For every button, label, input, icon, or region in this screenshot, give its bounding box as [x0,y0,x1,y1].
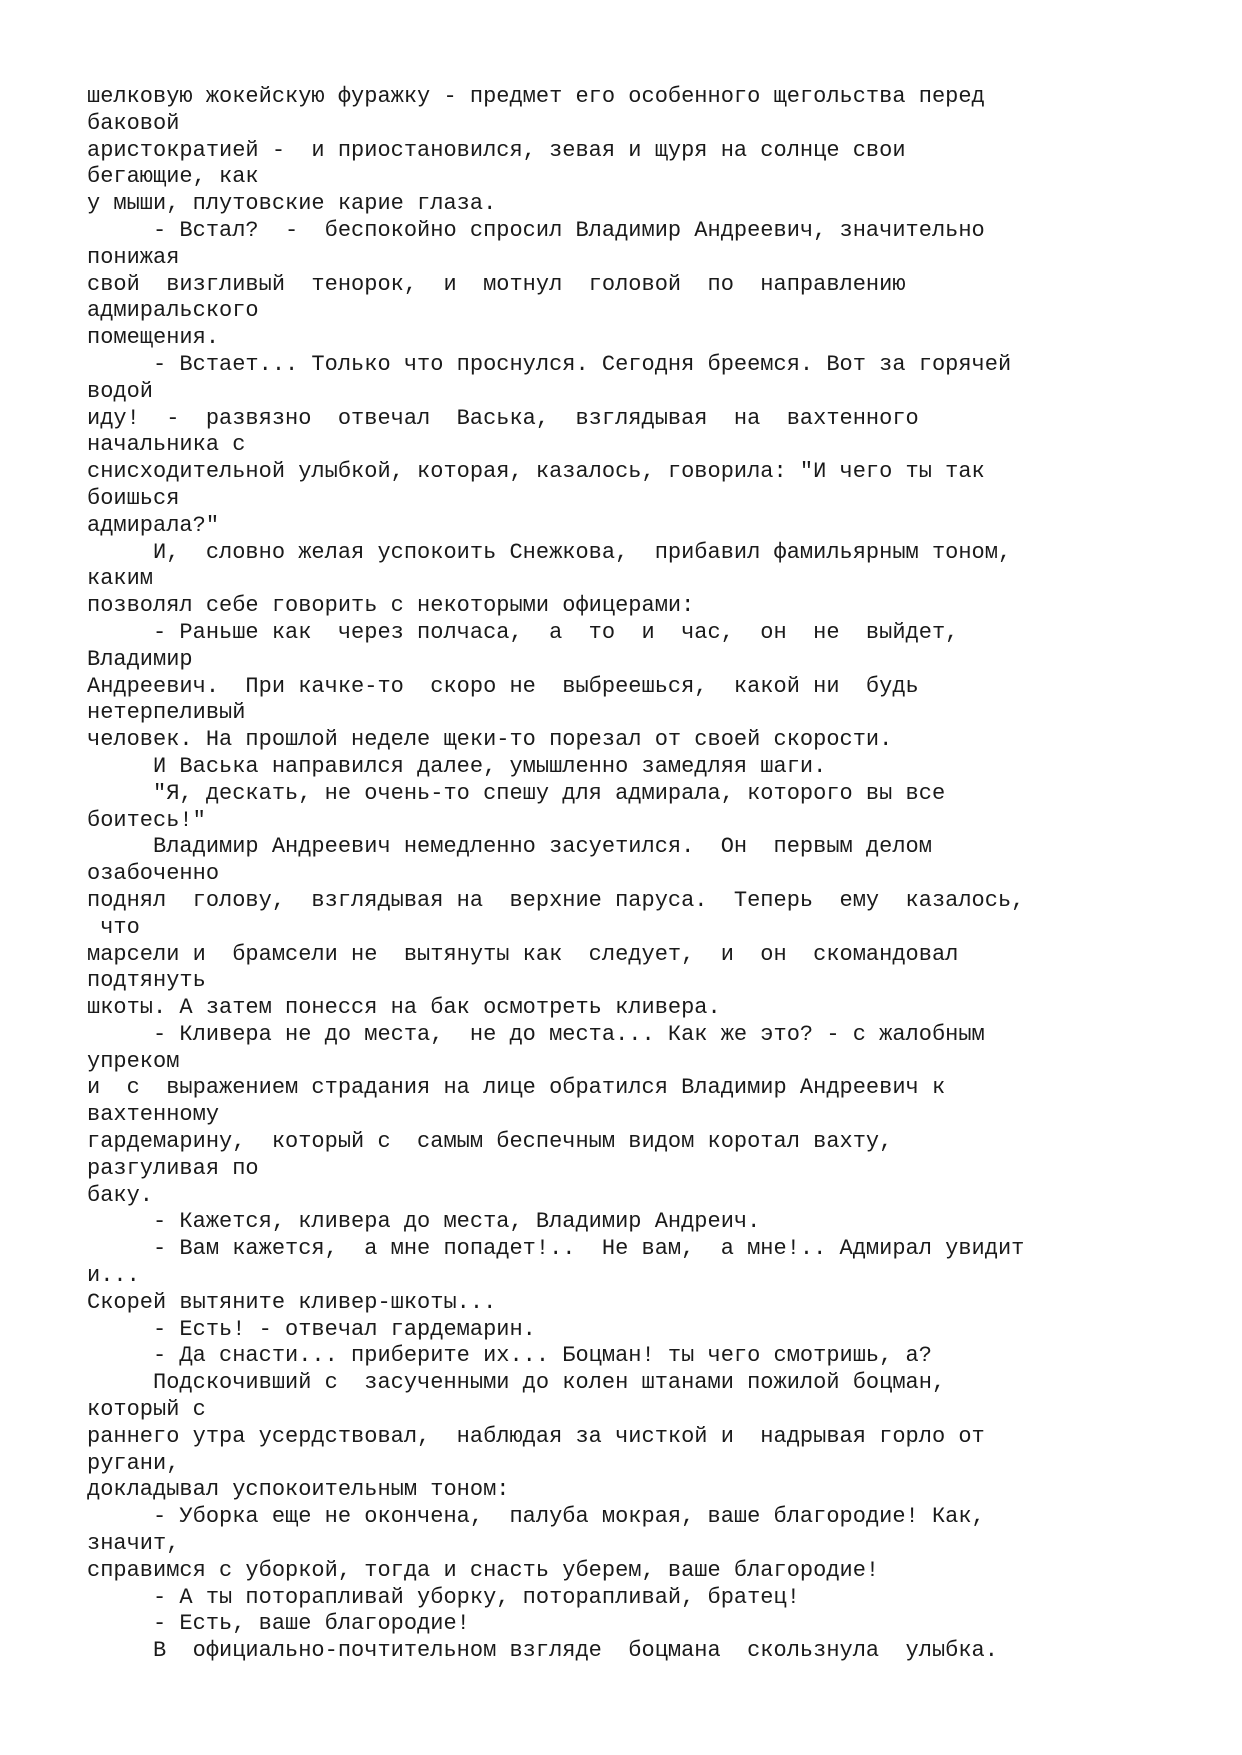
text-line: водой [87,378,154,404]
text-line: - Вам кажется, а мне попадет!.. Не вам, а мне!.. Адмирал увидит [87,1236,1025,1262]
text-line: боишься [87,485,180,511]
text-line: снисходительной улыбкой, которая, казалось, говорила: "И чего ты так [87,459,985,485]
text-line: В официально-почтительном взгляде боцмана скользнула улыбка. [87,1638,998,1664]
text-line: баковой [87,110,180,136]
text-line: начальника с [87,432,246,458]
text-line: поднял голову, взглядывая на верхние паруса. Теперь ему казалось, [87,887,1025,913]
text-line: и с выражением страдания на лице обратился Владимир Андреевич к [87,1075,946,1101]
text-line: - Есть! - отвечал гардемарин. [87,1316,536,1342]
text-line: Владимир Андреевич немедленно засуетился. Он первым делом [87,834,932,860]
text-line: свой визгливый тенорок, и мотнул головой по направлению [87,271,906,297]
text-line: Владимир [87,646,193,672]
text-line: человек. На прошлой неделе щеки-то порезал от своей скорости. [87,727,893,753]
text-line: бегающие, как [87,164,259,190]
text-line: боитесь!" [87,807,206,833]
text-line: Андреевич. При качке-то скоро не выбреешься, какой ни будь [87,673,919,699]
text-line: Подскочивший с засученными до колен штанами пожилой боцман, [87,1370,946,1396]
text-line: что [87,914,140,940]
text-line: - Да снасти... приберите их... Боцман! ты чего смотришь, а? [87,1343,932,1369]
text-line: упреком [87,1048,180,1074]
text-line: - Уборка еще не окончена, палуба мокрая, ваше благородие! Как, [87,1504,985,1530]
text-line: - Встает... Только что проснулся. Сегодня бреемся. Вот за горячей [87,351,1012,377]
text-line: нетерпеливый [87,700,246,726]
text-line: справимся с уборкой, тогда и снасть уберем, ваше благородие! [87,1557,880,1583]
text-line: адмирала?" [87,512,220,538]
text-line: марсели и брамсели не вытянуты как следует, и он скомандовал [87,941,959,967]
text-line: - А ты поторапливай уборку, поторапливай, братец! [87,1584,800,1610]
text-line: - Кливера не до места, не до места... Как же это? - с жалобным [87,1021,985,1047]
text-line: у мыши, плутовские карие глаза. [87,191,497,217]
text-line: - Есть, ваше благородие! [87,1611,470,1637]
text-line: - Раньше как через полчаса, а то и час, он не выйдет, [87,619,959,645]
text-line: помещения. [87,325,220,351]
text-line: адмиральского [87,298,259,324]
text-line: шелковую жокейскую фуражку - предмет его особенного щегольства перед [87,84,985,109]
text-line: раннего утра усердствовал, наблюдая за чисткой и надрывая горло от [87,1423,985,1449]
text-line: разгуливая по [87,1155,259,1181]
text-line: позволял себе говорить с некоторыми офицерами: [87,593,695,619]
text-line: и... [87,1263,140,1289]
text-line: ругани, [87,1450,180,1476]
text-line: значит, [87,1531,180,1557]
text-line: аристократией - и приостановился, зевая и щуря на солнце свои [87,137,906,163]
text-line: Скорей вытяните кливер-шкоты... [87,1289,497,1315]
text-line: каким [87,566,154,592]
text-line: гардемарину, который с самым беспечным видом коротал вахту, [87,1129,893,1155]
text-line: - Кажется, кливера до места, Владимир Андреич. [87,1209,761,1235]
text-line: И, словно желая успокоить Снежкова, прибавил фамильярным тоном, [87,539,1012,565]
text-line: шкоты. А затем понесся на бак осмотреть кливера. [87,995,721,1021]
document-text [87,84,1207,1665]
text-line: подтянуть [87,968,206,994]
text-line: озабоченно [87,861,220,887]
text-line: баку. [87,1182,154,1208]
text-line: - Встал? - беспокойно спросил Владимир Андреевич, значительно [87,217,985,243]
text-line: который с [87,1397,206,1423]
text-line: "Я, дескать, не очень-то спешу для адмирала, которого вы все [87,780,946,806]
text-line: вахтенному [87,1102,220,1128]
text-line: докладывал успокоительным тоном: [87,1477,510,1503]
text-line: иду! - развязно отвечал Васька, взглядывая на вахтенного [87,405,919,431]
text-line: понижая [87,244,180,270]
text-line: И Васька направился далее, умышленно замедляя шаги. [87,753,827,779]
